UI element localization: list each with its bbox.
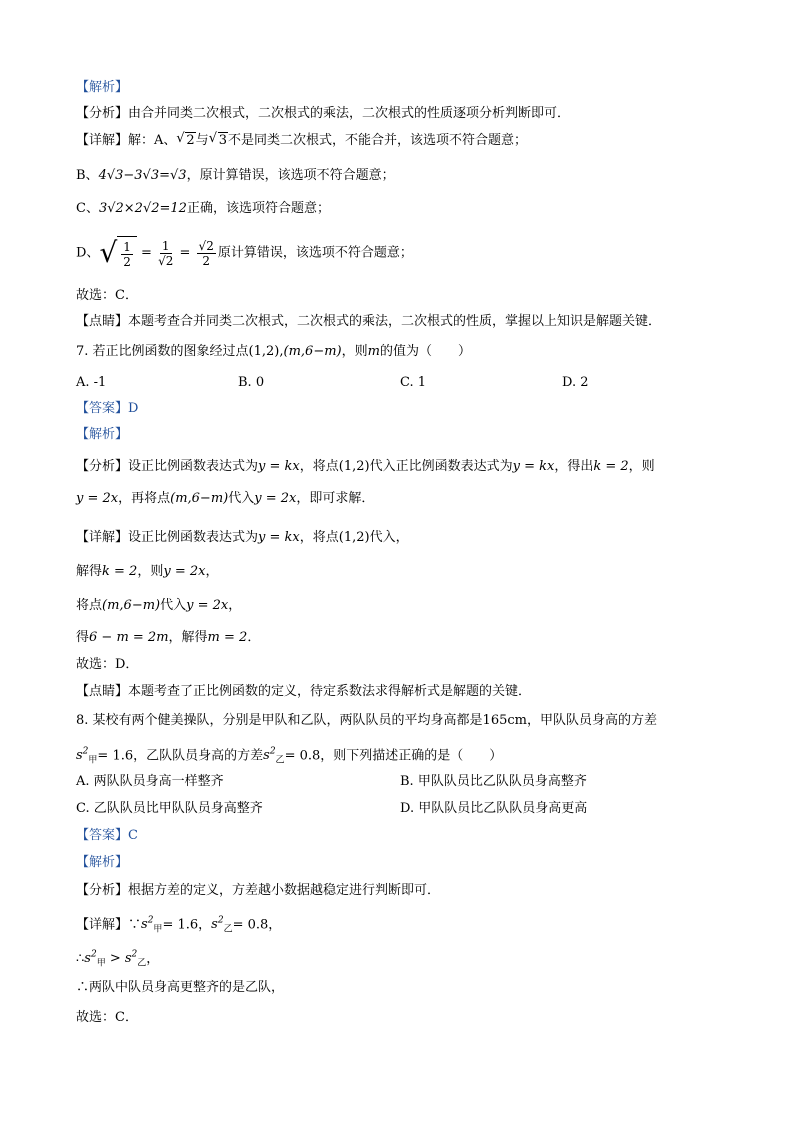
s3-a: 得	[76, 630, 90, 645]
q7-var-m: m	[367, 344, 380, 359]
therefore-symbol: ∴	[76, 951, 85, 967]
s-yi-symbol-2: $s^2_乙$	[211, 916, 233, 935]
analysis-heading-7: 【解析】	[76, 427, 129, 442]
fx7-ykx2: y = kx	[512, 459, 555, 474]
compare-variance: $s^2_甲 > s^2_乙$	[84, 950, 147, 969]
s-yi-symbol: $s^2_乙$	[263, 747, 285, 766]
q8-option-b: B. 甲队队员比乙队队员身高整齐	[400, 774, 587, 789]
point-note-7: 【点睛】本题考查了正比例函数的定义，待定系数法求得解析式是解题的关键．	[76, 684, 532, 699]
question-7: 7. 若正比例函数的图象经过点(1,2),(m,6−m)，则m的值为（ ）	[76, 344, 471, 359]
sqrt-2: √ 2	[176, 132, 195, 150]
q8-height: 165cm	[482, 713, 527, 728]
fx7-k2: k = 2	[593, 459, 629, 474]
xj8-s-jia: = 1.6	[162, 917, 199, 933]
fx7-ptm: (m,6−m)	[170, 491, 229, 506]
choose-d-7: 故选：D．	[76, 657, 139, 672]
q7-option-a: A. -1	[76, 375, 107, 390]
d-suffix: 原计算错误，该选项不符合题意；	[217, 245, 413, 261]
s1-y2x: y = 2x	[163, 564, 206, 579]
detail-a-line	[76, 132, 527, 150]
conclusion-line: ∴两队中队员身高更整齐的是乙队，	[76, 980, 285, 995]
q8-s-jia: = 1.6	[97, 748, 134, 764]
s-jia-symbol-2: $s^2_甲$	[141, 916, 163, 935]
s2-y2x: y = 2x	[186, 598, 229, 613]
q7-point-2: (m,6−m)	[283, 344, 342, 359]
analysis-8: 【分析】根据方差的定义，方差越小数据越稳定进行判断即可．	[76, 883, 441, 898]
q7-option-b: B. 0	[238, 375, 265, 390]
q7-option-d: D. 2	[562, 375, 589, 390]
detail-a-suffix: 不是同类二次根式，不能合并，该选项不符合题意；	[227, 133, 527, 148]
fx7-y2x-2: y = 2x	[254, 491, 297, 506]
q8-b: ，甲队队员身高的方差	[526, 713, 657, 728]
choose-c-8: 故选：C．	[76, 1010, 138, 1025]
q7-mid: ，则	[341, 344, 368, 359]
therefore-line: $\therefore s^2_甲 > s^2_乙$，	[76, 950, 160, 969]
question-8-line1	[76, 712, 657, 730]
fx7-y2x: y = 2x	[76, 491, 119, 506]
s2-ptm: (m,6−m)	[102, 598, 161, 613]
analysis-heading: 【解析】	[76, 80, 129, 95]
xj8-c: ，	[268, 917, 282, 933]
xj7-a: 【详解】设正比例函数表达式为	[76, 530, 259, 545]
point-note-1: 【点睛】本题考查合并同类二次根式，二次根式的乘法，二次根式的性质，掌握以上知识是解题关键．	[76, 314, 662, 329]
s1-k2: k = 2	[102, 564, 138, 579]
fx7-a: 【分析】设正比例函数表达式为	[76, 459, 259, 474]
xj8-b: ，	[198, 917, 212, 933]
solve-step-2	[76, 597, 241, 615]
xj7-b: ，将点	[299, 530, 339, 545]
c-suffix: 正确，该选项符合题意；	[186, 201, 330, 216]
detail-d-line: D、 √ $\frac{1}{2}$ = $\frac{1}{√2}$ = $\frac{√2}{2}$ 原计算错误，该选项不符合题意；	[76, 236, 413, 269]
fx7-d: ，得出	[554, 459, 594, 474]
detail-b-line	[76, 167, 395, 185]
s2-b: 代入	[160, 598, 187, 613]
q7-point-1: (1,2)	[248, 344, 280, 359]
fx7-pt: (1,2)	[338, 459, 370, 474]
b-prefix: B、	[76, 168, 99, 183]
fx7-e: ，则	[628, 459, 655, 474]
xj7-pt: (1,2)	[338, 530, 370, 545]
solve-step-3	[76, 629, 260, 647]
s1-b: ，则	[137, 564, 164, 579]
s-jia-symbol: $s^2_甲$	[76, 747, 98, 766]
q8-option-a: A. 两队队员身高一样整齐	[76, 774, 224, 789]
answer-8: 【答案】C	[76, 828, 138, 843]
xj7-c: 代入，	[369, 530, 409, 545]
c-expression: 3√2×2√2=12	[98, 201, 187, 216]
fx7-b: ，将点	[299, 459, 339, 474]
d-fraction-3: $\frac{√2}{2}$	[198, 238, 214, 268]
q7-suffix: 的值为（ ）	[379, 344, 471, 359]
xj7-ykx: y = kx	[258, 530, 300, 545]
fx7-f: ，再将点	[118, 491, 171, 506]
s2-c: ，	[228, 598, 242, 613]
s1-a: 解得	[76, 564, 103, 579]
analysis-text: 【分析】由合并同类二次根式，二次根式的乘法，二次根式的性质逐项分析判断即可．	[76, 106, 571, 121]
s3-c: ．	[247, 630, 261, 645]
sqrt-3: √ 3	[209, 132, 228, 150]
xj8-a: 【详解】∵	[76, 917, 142, 933]
q7-option-c: C. 1	[400, 375, 427, 390]
analysis-7-line1	[76, 458, 655, 476]
s3-b: ，解得	[168, 630, 208, 645]
d-sqrt-fraction: √ $\frac{1}{2}$	[99, 236, 136, 270]
analysis-7-line2	[76, 490, 374, 508]
detail-8-line	[76, 912, 281, 939]
q8-c: ，乙队队员身高的方差	[133, 748, 264, 764]
fx7-g: 代入	[228, 491, 255, 506]
b-suffix: ，原计算错误，该选项不符合题意；	[186, 168, 395, 183]
q8-option-d: D. 甲队队员比乙队队员身高更高	[400, 801, 588, 816]
s3-eq: 6 − m = 2m	[89, 630, 169, 645]
b-expression: 4√3−3√3=√3	[98, 168, 187, 183]
xj8-s-yi: = 0.8	[232, 917, 269, 933]
c-prefix: C、	[76, 201, 99, 216]
detail-7-line	[76, 529, 409, 547]
fx7-h: ，即可求解．	[296, 491, 375, 506]
question-8-line2	[76, 743, 502, 770]
s3-m2: m = 2	[207, 630, 248, 645]
fx7-ykx: y = kx	[258, 459, 300, 474]
s2-a: 将点	[76, 598, 103, 613]
d-fraction-2: $\frac{1}{√2}$	[158, 238, 174, 268]
choose-c-1: 故选：C．	[76, 288, 138, 303]
analysis-heading-8: 【解析】	[76, 855, 129, 870]
q8-s-yi: = 0.8	[284, 748, 321, 764]
q8-option-c: C. 乙队队员比甲队队员身高整齐	[76, 801, 263, 816]
q8-a: 8. 某校有两个健美操队，分别是甲队和乙队，两队队员的平均身高都是	[76, 713, 483, 728]
d-prefix: D、	[76, 245, 100, 261]
detail-c-line	[76, 200, 330, 218]
detail-a-prefix: 【详解】解：A、	[76, 133, 177, 148]
fx7-c: 代入正比例函数表达式为	[369, 459, 513, 474]
solve-step-1	[76, 563, 218, 581]
answer-7: 【答案】D	[76, 401, 139, 416]
q8-d: ，则下列描述正确的是（ ）	[320, 748, 503, 764]
q7-prefix: 7. 若正比例函数的图象经过点	[76, 344, 249, 359]
s1-c: ，	[205, 564, 219, 579]
and-text: 与	[195, 133, 209, 148]
